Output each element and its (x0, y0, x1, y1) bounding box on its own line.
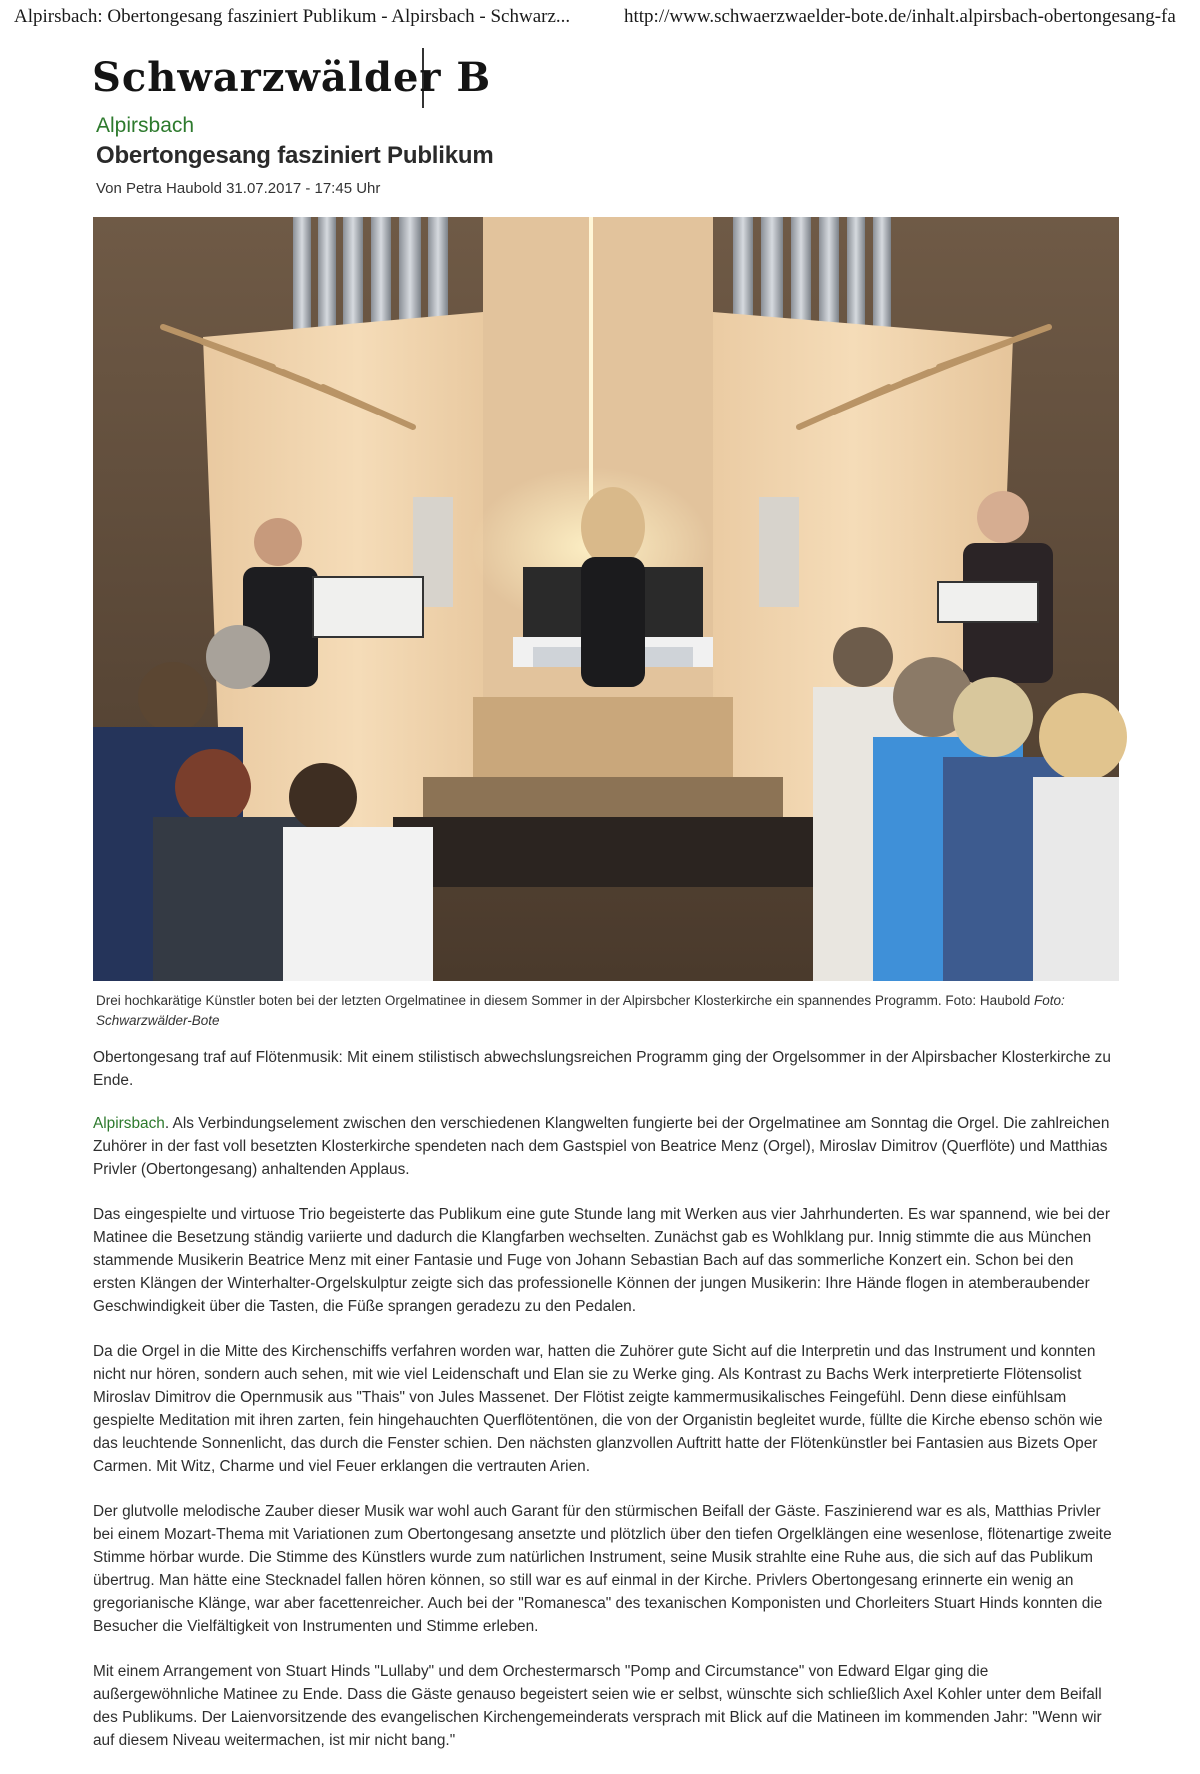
print-page-title: Alpirsbach: Obertongesang fasziniert Publikum - Alpirsbach - Schwarz... (14, 6, 571, 27)
print-header (14, 6, 1190, 34)
article-paragraph-1 (93, 1112, 1113, 1181)
article-header (96, 114, 1114, 209)
masthead-text: Schwarzwälder B (92, 54, 492, 101)
paragraph-1-text: . Als Verbindungselement zwischen den verschiedenen Klangwelten fungierte bei der Orgelmatinee am Sonntag die Orgel. Die zahlreichen Zuhörer in der fast voll besetzten Klosterkirche spendeten nach dem Gastspiel von Beatrice Menz (Orgel), Miroslav Dimitrov (Querflöte) und Matthias Privler (Obertongesang) anhaltenden Applaus. (93, 1115, 1110, 1178)
article-lead: Obertongesang traf auf Flötenmusik: Mit einem stilistisch abwechslungsreichen Programm ging der Orgelsommer in der Alpirsbacher Klosterkirche zu Ende. (93, 1049, 1111, 1089)
photo-caption (96, 991, 1106, 1031)
caption-text: Drei hochkarätige Künstler boten bei der letzten Orgelmatinee in diesem Sommer in der Alpirsbcher Klosterkirche ein spannendes Programm. Foto: Haubold (96, 993, 1034, 1008)
newspaper-masthead-logo (92, 48, 492, 108)
article-photo-organ-concert (93, 217, 1119, 981)
article-paragraph-2: Das eingespielte und virtuose Trio begeisterte das Publikum eine gute Stunde lang mit Werken aus vier Jahrhunderten. Es war spannend, wie bei der Matinee die Besetzung ständig variierte und dadurch die Klangfarben wechselten. Zunächst gab es Wohlklang pur. Innig stimmte die aus München stammende Musikerin Beatrice Menz mit einer Fantasie und Fuge von Johann Sebastian Bach auf das sommerliche Konzert ein. Schon bei den ersten Klängen der Winterhalter-Orgelskulptur zeigte sich das professionelle Können der jungen Musikerin: Ihre Hände flogen in atemberaubender Geschwindigkeit über die Tasten, die Füße sprangen geradezu zu den Pedalen. (93, 1206, 1110, 1315)
article-paragraph-3: Da die Orgel in die Mitte des Kirchenschiffs verfahren worden war, hatten die Zuhörer gute Sicht auf die Interpretin und das Instrument und konnten nicht nur hören, sondern auch sehen, mit wie viel Leidenschaft und Elan sie zu Werke ging. Als Kontrast zu Bachs Werk interpretierte Flötensolist Miroslav Dimitrov die Opernmusik aus "Thais" von Jules Massenet. Der Flötist zeigte kammermusikalisches Feingefühl. Denn diese einfühlsam gespielte Meditation mit ihren zarten, fein hingehauchten Querflötentönen, die von der Organistin begleitet wurde, füllte die Kirche ebenso schön wie das leuchtende Sonnenlicht, das durch die Fenster schien. Den nächsten glanzvollen Auftritt hatte der Flötenkünstler bei Fantasien aus Bizets Oper Carmen. Mit Witz, Charme und viel Feuer erklangen die vertrauten Arien. (93, 1343, 1103, 1475)
article-headline: Obertongesang fasziniert Publikum (96, 142, 494, 169)
caption-credit: Foto: Schwarzwälder-Bote (96, 993, 1065, 1028)
photo-illustration (93, 217, 1119, 981)
section-label: Alpirsbach (96, 114, 195, 137)
article-paragraph-4: Der glutvolle melodische Zauber dieser Musik war wohl auch Garant für den stürmischen Beifall der Gäste. Faszinierend war es als, Matthias Privler bei einem Mozart-Thema mit Variationen zum Obertongesang ansetzte und plötzlich über den tiefen Orgelklängen eine wesenlose, flötenartige zweite Stimme hörbar wurde. Die Stimme des Künstlers wurde zum natürlichen Instrument, seine Musik strahlte eine Ruhe aus, die sich auf das Publikum übertrug. Man hätte eine Stecknadel fallen hören können, so still war es auf einmal in der Kirche. Privlers Obertongesang erinnerte ein wenig an gregorianische Klänge, war aber facettenreicher. Auch bei der "Romanesca" des texanischen Komponisten und Chorleiters Stuart Hinds konnten die Besucher die Vielfältigkeit von Instrumenten und Stimme erleben. (93, 1503, 1112, 1635)
article-paragraph-5: Mit einem Arrangement von Stuart Hinds "Lullaby" und dem Orchestermarsch "Pomp and Circumstance" von Edward Elgar ging die außergewöhnliche Matinee zu Ende. Dass die Gäste genauso begeistert seien wie er selbst, wünschte sich schließlich Axel Kohler unter dem Beifall des Publikums. Der Laienvorsitzende des evangelischen Kirchengemeinderats versprach mit Blick auf die Matineen im kommenden Jahr: "Wenn wir auf diesem Niveau weitermachen, ist mir nicht bang." (93, 1663, 1102, 1749)
dateline-link[interactable]: Alpirsbach (93, 1115, 165, 1132)
article-body (93, 1046, 1113, 1774)
article-byline: Von Petra Haubold 31.07.2017 - 17:45 Uhr (96, 180, 381, 197)
print-page-url: http://www.schwaerzwaelder-bote.de/inhalt.alpirsbach-obertongesang-fa (624, 6, 1176, 27)
organist-figure (581, 487, 645, 687)
